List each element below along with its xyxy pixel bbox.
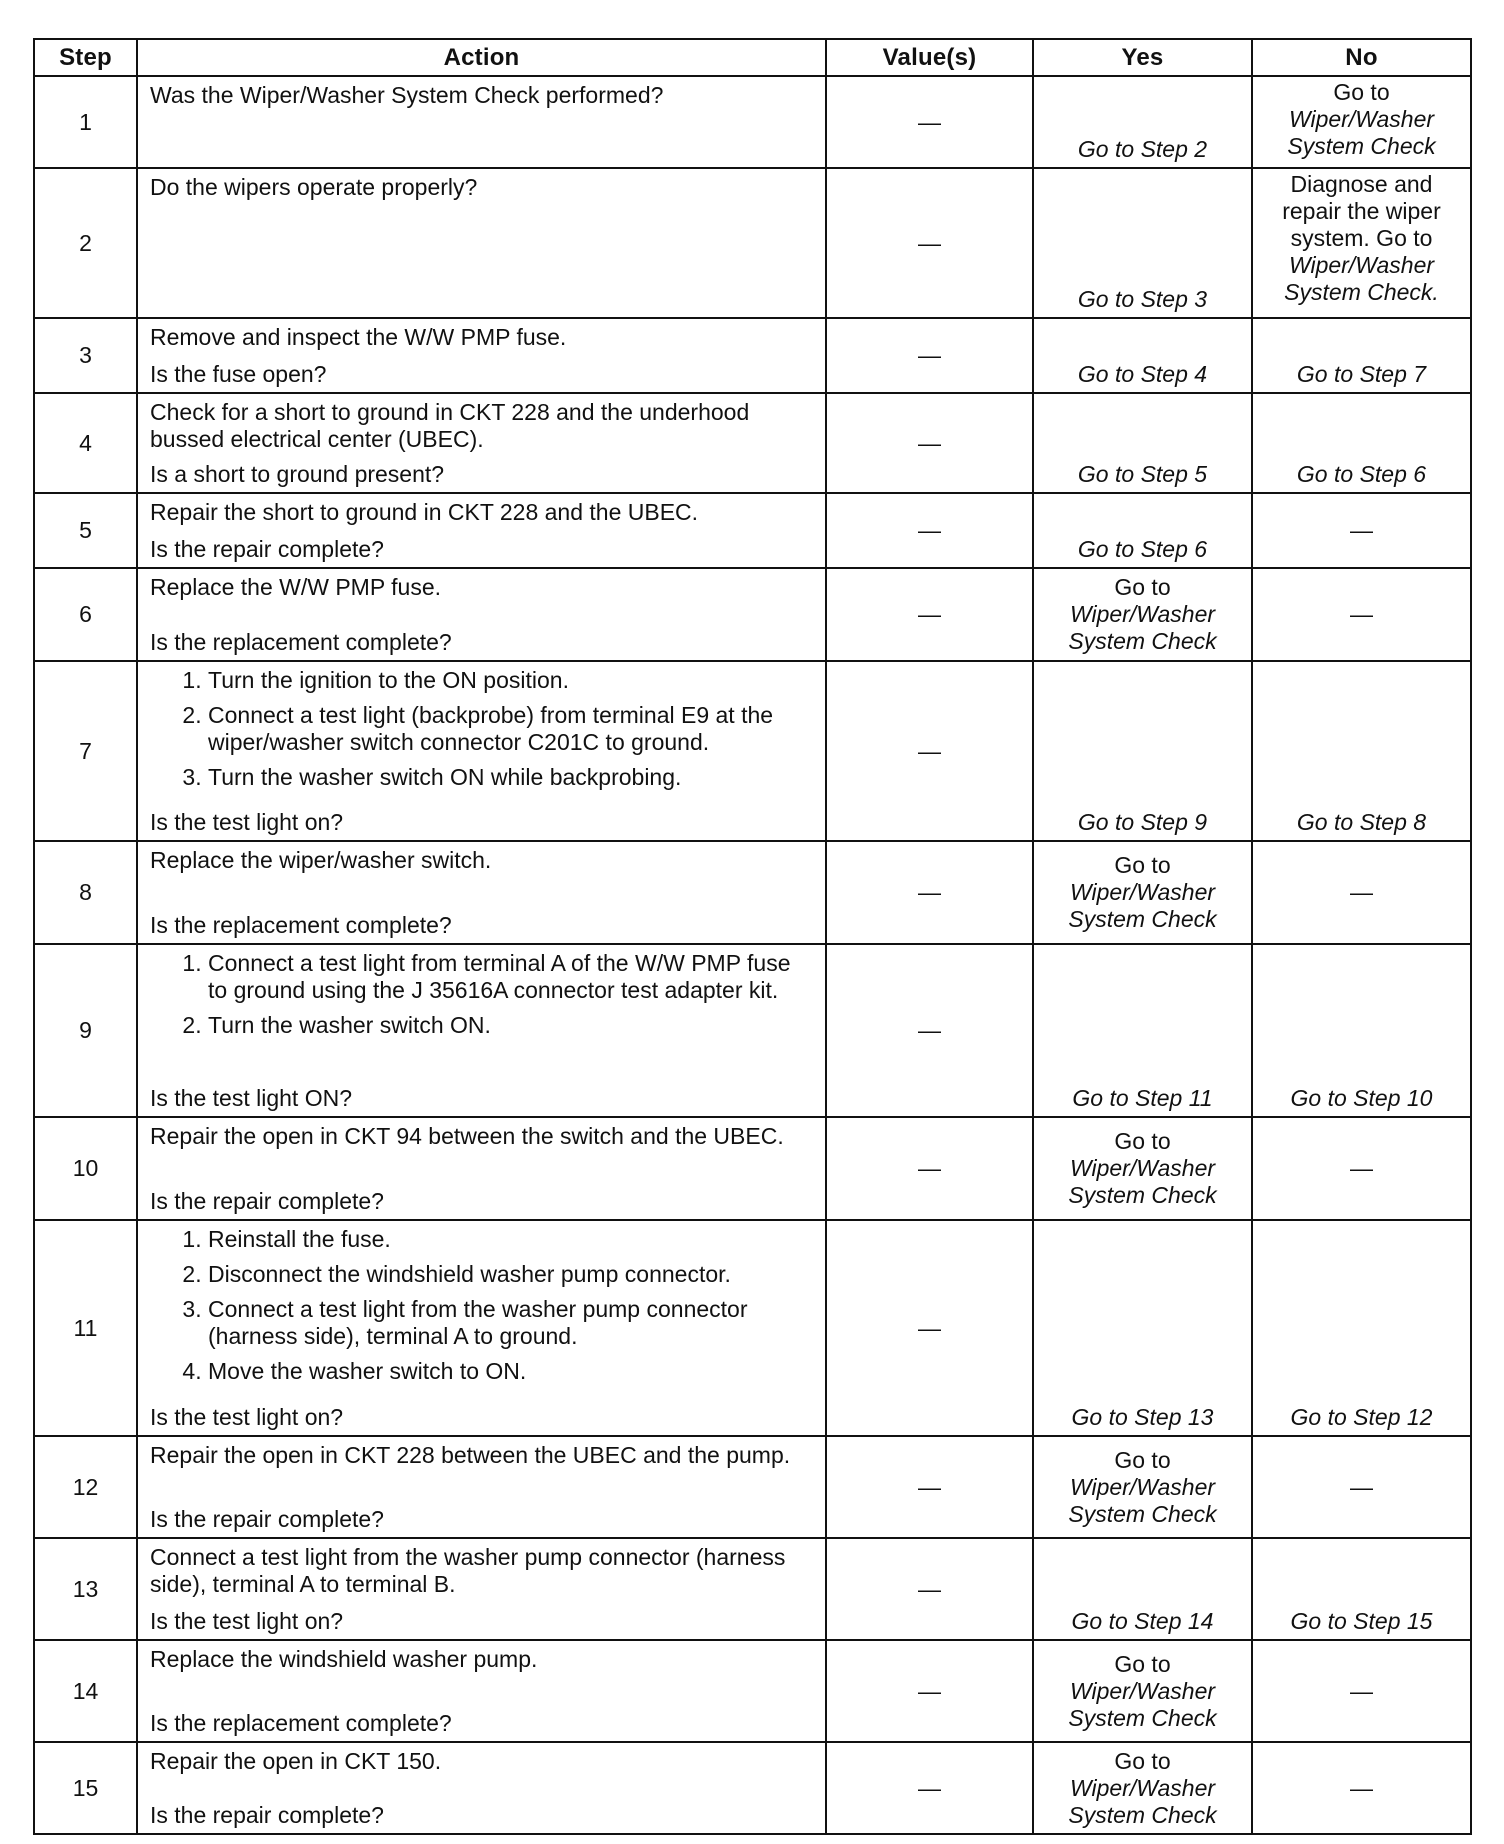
action-cell [137,493,826,568]
yes-plain-text: Go to [1114,1128,1171,1154]
action-text: Repair the open in CKT 150. [150,1748,442,1774]
yes-cell [1033,318,1252,393]
action-text: Was the Wiper/Washer System Check performed? [150,82,664,108]
yes-plain-text: Go to [1114,574,1171,600]
action-text: Do the wipers operate properly? [150,174,478,200]
table-row [34,1742,1471,1834]
yes-plain-text: Go to [1114,1747,1171,1774]
yes-cell [1033,1436,1252,1538]
action-step-item: 3. Connect a test light from the washer pump connector (harness side), terminal A to ground. [208,1296,815,1350]
action-question: Is the repair complete? [150,1802,384,1828]
step-number: 12 [34,1436,137,1538]
step-number: 4 [34,393,137,493]
table-row [34,1640,1471,1742]
step-number: 5 [34,493,137,568]
action-question: Is the replacement complete? [150,629,452,655]
yes-link-text: Wiper/Washer System Check [1068,879,1217,932]
yes-goto-text: Go to Step 9 [1077,809,1208,835]
table-row [34,661,1471,841]
no-cell [1252,661,1471,841]
yes-link-text: Wiper/Washer System Check [1068,1473,1217,1527]
table-row [34,318,1471,393]
yes-cell [1033,568,1252,661]
action-cell [137,1640,826,1742]
action-question: Is the replacement complete? [150,912,452,938]
diagnostic-table [33,38,1472,1835]
action-content [150,324,815,388]
value-cell: — [826,493,1033,568]
dash-text: — [1350,1774,1373,1801]
action-question: Is the replacement complete? [150,1710,452,1736]
no-plain-text: Go to [1333,79,1390,105]
no-link-text: Wiper/Washer System Check. [1284,252,1439,305]
action-question: Is the repair complete? [150,1506,384,1532]
action-content [150,950,815,1112]
header-yes: Yes [1033,39,1252,76]
action-text: Replace the windshield washer pump. [150,1646,538,1672]
action-question: Is the repair complete? [150,536,384,562]
action-text: Repair the open in CKT 228 between the UBEC and the pump. [150,1442,791,1468]
table-row [34,1538,1471,1640]
action-content [150,1544,815,1635]
value-cell: — [826,1538,1033,1640]
table-row [34,1220,1471,1436]
step-number: 7 [34,661,137,841]
yes-cell [1033,661,1252,841]
action-cell [137,1220,826,1436]
yes-cell [1033,168,1252,318]
action-content [150,174,815,313]
action-cell [137,168,826,318]
no-cell [1252,1220,1471,1436]
action-question: Is a short to ground present? [150,461,445,487]
action-step-item: 2. Connect a test light (backprobe) from terminal E9 at the wiper/washer switch connector C201C to ground. [208,702,815,756]
value-cell: — [826,568,1033,661]
value-cell: — [826,168,1033,318]
action-text: Repair the short to ground in CKT 228 and the UBEC. [150,499,699,525]
dash-text: — [1350,879,1373,905]
no-goto-text: Go to Step 12 [1290,1404,1433,1430]
action-content [150,1646,815,1737]
action-content [150,82,815,163]
table-row [34,568,1471,661]
yes-cell [1033,1220,1252,1436]
action-steps-list [150,667,815,799]
yes-cell [1033,1538,1252,1640]
header-action: Action [137,39,826,76]
no-cell [1252,1117,1471,1220]
step-number: 11 [34,1220,137,1436]
action-steps-list [150,950,815,1047]
no-goto-text: Go to Step 6 [1296,461,1427,487]
step-number: 3 [34,318,137,393]
action-text: Remove and inspect the W/W PMP fuse. [150,324,567,350]
no-cell [1252,1742,1471,1834]
yes-goto-text: Go to Step 13 [1071,1404,1214,1430]
action-question: Is the fuse open? [150,361,327,387]
table-row [34,76,1471,168]
action-step-item: 4. Move the washer switch to ON. [208,1358,815,1385]
table-row [34,168,1471,318]
action-cell [137,393,826,493]
action-cell [137,661,826,841]
step-number: 15 [34,1742,137,1834]
yes-goto-text: Go to Step 6 [1077,536,1208,562]
no-cell [1252,1538,1471,1640]
no-goto-text: Go to Step 7 [1296,361,1427,387]
header-value: Value(s) [826,39,1033,76]
action-cell [137,318,826,393]
table-row [34,393,1471,493]
yes-goto-text: Go to Step 2 [1077,136,1208,162]
table-row [34,1117,1471,1220]
step-number: 10 [34,1117,137,1220]
table-row [34,841,1471,944]
action-step-item: 1. Connect a test light from terminal A of the W/W PMP fuse to ground using the J 35616A connector test adapter kit. [208,950,815,1004]
no-cell [1252,568,1471,661]
value-cell: — [826,841,1033,944]
dash-text: — [1350,1155,1373,1181]
action-question: Is the repair complete? [150,1188,384,1214]
yes-cell [1033,1742,1252,1834]
no-plain-text: Diagnose and repair the wiper system. Go to [1282,171,1441,251]
yes-link-text: Wiper/Washer System Check [1068,1155,1217,1208]
action-cell [137,76,826,168]
action-content [150,499,815,563]
no-cell [1252,393,1471,493]
action-text: Replace the wiper/washer switch. [150,847,492,873]
yes-cell [1033,1117,1252,1220]
yes-plain-text: Go to [1114,1446,1171,1473]
header-no: No [1252,39,1471,76]
yes-goto-text: Go to Step 4 [1077,361,1208,387]
action-content [150,1748,815,1829]
yes-plain-text: Go to [1114,852,1171,878]
value-cell: — [826,76,1033,168]
action-cell [137,1117,826,1220]
yes-link-text: Wiper/Washer System Check [1068,1774,1217,1828]
action-question: Is the test light on? [150,1404,344,1430]
action-step-item: 3. Turn the washer switch ON while backprobing. [208,764,815,791]
action-text: Replace the W/W PMP fuse. [150,574,442,600]
header-step: Step [34,39,137,76]
dash-text: — [1350,517,1373,543]
value-cell: — [826,1220,1033,1436]
no-goto-text: Go to Step 8 [1296,809,1427,835]
no-link-text: Wiper/Washer System Check [1287,106,1436,159]
no-cell [1252,944,1471,1117]
table-body [34,76,1471,1834]
no-cell [1252,1436,1471,1538]
header-row [34,39,1471,76]
table-row [34,1436,1471,1538]
action-step-item: 1. Turn the ignition to the ON position. [208,667,815,694]
action-question: Is the test light on? [150,1608,344,1634]
table-row [34,493,1471,568]
action-content [150,574,815,656]
no-cell [1252,841,1471,944]
no-cell [1252,318,1471,393]
dash-text: — [1350,601,1373,627]
yes-link-text: Wiper/Washer System Check [1068,1677,1217,1731]
diagnostic-table-sheet [33,38,1470,1835]
value-cell: — [826,1742,1033,1834]
table-row [34,944,1471,1117]
action-cell [137,841,826,944]
action-cell [137,1742,826,1834]
dash-text: — [1350,1677,1373,1704]
no-cell [1252,168,1471,318]
action-cell [137,1436,826,1538]
yes-goto-text: Go to Step 3 [1077,286,1208,312]
step-number: 13 [34,1538,137,1640]
yes-cell [1033,393,1252,493]
yes-cell [1033,493,1252,568]
yes-goto-text: Go to Step 11 [1072,1085,1213,1111]
yes-cell [1033,944,1252,1117]
value-cell: — [826,1117,1033,1220]
value-cell: — [826,318,1033,393]
step-number: 8 [34,841,137,944]
action-text: Connect a test light from the washer pump connector (harness side), terminal A to terminal B. [150,1544,786,1597]
value-cell: — [826,393,1033,493]
action-text: Repair the open in CKT 94 between the switch and the UBEC. [150,1123,784,1149]
action-cell [137,1538,826,1640]
step-number: 1 [34,76,137,168]
action-text: Check for a short to ground in CKT 228 and the underhood bussed electrical center (UBEC). [150,399,750,452]
dash-text: — [1350,1473,1373,1500]
action-question: Is the test light on? [150,809,344,835]
action-question: Is the test light ON? [150,1085,352,1111]
action-step-item: 1. Reinstall the fuse. [208,1226,815,1253]
no-cell [1252,1640,1471,1742]
action-content [150,1123,815,1215]
step-number: 2 [34,168,137,318]
action-content [150,667,815,836]
action-content [150,1442,815,1533]
action-step-item: 2. Turn the washer switch ON. [208,1012,815,1039]
action-step-item: 2. Disconnect the windshield washer pump connector. [208,1261,815,1288]
yes-cell [1033,1640,1252,1742]
no-goto-text: Go to Step 10 [1290,1085,1433,1111]
value-cell: — [826,1640,1033,1742]
value-cell: — [826,661,1033,841]
value-cell: — [826,1436,1033,1538]
yes-goto-text: Go to Step 5 [1077,461,1208,487]
step-number: 9 [34,944,137,1117]
action-content [150,847,815,939]
value-cell: — [826,944,1033,1117]
step-number: 14 [34,1640,137,1742]
yes-cell [1033,76,1252,168]
action-cell [137,568,826,661]
yes-goto-text: Go to Step 14 [1071,1608,1214,1634]
step-number: 6 [34,568,137,661]
no-cell [1252,76,1471,168]
action-steps-list [150,1226,815,1393]
action-content [150,1226,815,1431]
action-content [150,399,815,488]
action-cell [137,944,826,1117]
yes-cell [1033,841,1252,944]
yes-link-text: Wiper/Washer System Check [1068,601,1217,654]
yes-plain-text: Go to [1114,1650,1171,1677]
no-goto-text: Go to Step 15 [1290,1608,1433,1634]
no-cell [1252,493,1471,568]
